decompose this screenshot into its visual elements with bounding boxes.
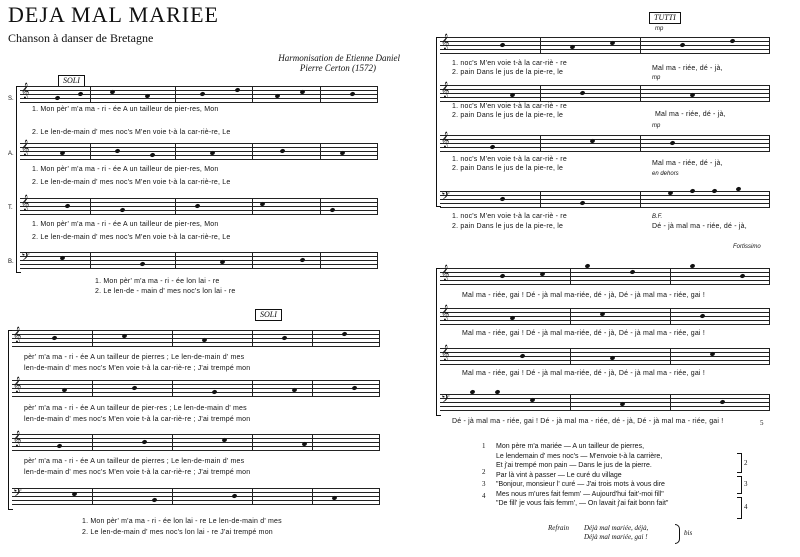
voice-label-bass: B.	[8, 259, 14, 265]
verse-line: Par là vint à passer — Le curé du village	[496, 471, 622, 479]
composer-credit: Pierre Certon (1572)	[299, 63, 376, 73]
lyric-line: pèr' m'a ma - ri - ée A un tailleur de pierres ; Le len-de-main d' mes	[24, 354, 245, 361]
lyric-line: Mal ma - riée, gai ! Dé - jà mal ma-riée, dé - jà, Dé - jà mal ma - riée, gai !	[462, 292, 705, 299]
tutti-marking: TUTTI	[649, 12, 681, 24]
verse-bracket	[737, 453, 742, 473]
treble-clef-icon: 𝄞	[13, 327, 22, 343]
bass-clef-icon: 𝄢	[441, 393, 451, 409]
lyric-line: 2. pain Dans le jus de la pie-re, le	[452, 223, 564, 230]
lyric-line: Dé - jà mal ma - riée, gai ! Dé - jà mal ma - riée, dé - jà, Dé - jà mal ma - riée, gai !	[452, 418, 724, 425]
verses-block	[496, 442, 668, 509]
verse-line: Le lendemain d' mes noc's — M'envoie t-à la carrière,	[496, 452, 663, 460]
staff-bass	[12, 488, 380, 504]
lyric-line: Mal ma - riée, dé - jà,	[652, 160, 723, 167]
lyric-line: 2. pain Dans le jus de la pie-re, le	[452, 165, 564, 172]
treble-clef-icon: 𝄞	[441, 132, 450, 148]
treble-clef-icon: 𝄞	[441, 305, 450, 321]
lyric-line: Dé - jà mal ma - riée, dé - jà,	[652, 223, 747, 230]
lyric-line: 2. pain Dans le jus de la pie-re, le	[452, 112, 564, 119]
voice-label-soprano: S.	[8, 96, 14, 102]
music-system-2	[12, 327, 380, 545]
page-subtitle: Chanson à danser de Bretagne	[8, 31, 154, 45]
verse-line: Mon père m'a mariée — A un tailleur de pierres,	[496, 443, 645, 450]
verse-number: 3	[482, 480, 486, 488]
bis-marking: bis	[684, 529, 693, 537]
staff-tenor	[12, 431, 380, 450]
verse-line: "De fill' je vous fais femm', — On lavait j'ai fait bonn fait"	[496, 500, 669, 507]
dynamic-marking: mp	[652, 75, 661, 81]
lyric-line: len-de-main d' mes noc's M'en voie t-à la car-riè-re ; J'ai trempé mon	[24, 365, 251, 372]
refrain-line: Déjà mal mariée, déjà,	[584, 524, 649, 532]
staff-alto	[440, 305, 770, 324]
lyric-line: pèr' m'a ma - ri - ée A un tailleur de pierres ; Le len-de-main d' mes	[24, 458, 245, 465]
verse-side-number: 3	[744, 480, 748, 488]
dynamic-marking: mp	[655, 26, 664, 32]
verse-bracket	[737, 476, 742, 494]
staff-tenor	[440, 132, 770, 151]
lyric-line: 2. Le len-de-main d' mes noc's M'en voie t-à la car-riè-re, Le	[32, 129, 231, 136]
verse-side-number: 2	[744, 459, 748, 467]
arranger-credit: Harmonisation de Etienne Daniel	[278, 53, 400, 63]
lyric-line: 2. Le len-de-main d' mes noc's lon lai - re J'ai trempé mon	[82, 529, 273, 536]
music-system-1	[20, 83, 378, 295]
lyric-line: 1. Mon pèr' m'a ma - ri - ée A un tailleur de pier-res, Mon	[32, 166, 219, 173]
lyric-line: 2. pain Dans le jus de la pie-re, le	[452, 69, 564, 76]
lyric-line: 2. Le len-de - main d' mes noc's lon lai - re	[95, 288, 236, 295]
refrain-line: Déjà mal mariée, gai !	[584, 533, 648, 541]
voice-label-alto: A.	[8, 151, 14, 157]
treble-clef-icon: 𝄞	[441, 265, 450, 281]
dynamic-marking: Fortissimo	[733, 244, 761, 250]
verse-bracket	[737, 497, 742, 519]
treble-clef-icon: 𝄞	[21, 195, 30, 211]
lyric-line: pèr' m'a ma - ri - ée A un tailleur de pier-res ; Le len-de-main d' mes	[24, 405, 247, 412]
lyric-line: 1. noc's M'en voie t-à la car-riè - re	[452, 60, 567, 67]
staff-soprano	[440, 265, 770, 284]
system-brace	[8, 330, 13, 510]
music-system-4	[440, 265, 770, 438]
staff-alto	[12, 377, 380, 396]
staff-tenor	[20, 195, 378, 214]
music-system-3	[440, 26, 770, 237]
verse-number: 1	[482, 442, 486, 450]
treble-clef-icon: 𝄞	[21, 140, 30, 156]
page-number: 5	[760, 419, 764, 427]
staff-alto	[20, 140, 378, 159]
lyric-line: 1. Mon pèr' m'a ma - ri - ée lon lai - re	[95, 278, 220, 285]
verse-side-number: 4	[744, 503, 748, 511]
refrain-label: Refrain	[548, 524, 569, 532]
system-brace	[16, 86, 21, 273]
lyric-line: 1. noc's M'en voie t-à la car-riè - re	[452, 156, 567, 163]
lyric-line: 1. Mon pèr' m'a ma - ri - ée A un tailleur de pier-res, Mon	[32, 106, 219, 113]
staff-soprano	[12, 327, 380, 346]
system-brace	[436, 37, 441, 207]
staff-bass	[440, 191, 770, 207]
soli-marking: SOLI	[58, 75, 85, 87]
verse-line: "Bonjour, monsieur l' curé — J'ai trois mots à vous dire	[496, 481, 665, 488]
dynamic-marking: mp	[652, 123, 661, 129]
lyric-line: len-de-main d' mes noc's M'en voie t-à la car-riè-re ; J'ai trempé mon	[24, 469, 251, 476]
lyric-line: 1. Mon pèr' m'a ma - ri - ée lon lai - re Le len-de-main d' mes	[82, 518, 282, 525]
treble-clef-icon: 𝄞	[441, 345, 450, 361]
voice-label-tenor: T.	[8, 205, 13, 211]
staff-soprano	[440, 34, 770, 53]
lyric-line: Mal ma - riée, dé - jà,	[655, 111, 726, 118]
staff-soprano	[20, 83, 378, 102]
lyric-line: 1. noc's M'en voie t-à la car-riè - re	[452, 213, 567, 220]
soli-marking: SOLI	[255, 309, 282, 321]
lyric-line: len-de-main d' mes noc's M'en voie t-à la car-riè-re ; J'ai trempé mon	[24, 416, 251, 423]
performance-marking: B.F.	[652, 214, 663, 220]
lyric-line: Mal ma - riée, gai ! Dé - jà mal ma-riée, dé - jà, Dé - jà mal ma - riée, gai !	[462, 330, 705, 337]
verse-line: Et j'ai trempé mon pain — Dans le jus de la pierre.	[496, 462, 652, 469]
treble-clef-icon: 𝄞	[13, 377, 22, 393]
verse-line: Mes nous m'ures fait femm' — Aujourd'hui fait'-moi fill"	[496, 490, 664, 498]
lyric-line: Mal ma - riée, gai ! Dé - jà mal ma-riée, dé - jà, Dé - jà mal ma - riée, gai !	[462, 370, 705, 377]
lyric-line: 1. noc's M'en voie t-à la car-riè - re	[452, 103, 567, 110]
treble-clef-icon: 𝄞	[13, 431, 22, 447]
refrain-brace	[675, 524, 680, 544]
staff-bass	[440, 394, 770, 410]
bass-clef-icon: 𝄢	[21, 251, 31, 267]
lyric-line: 1. Mon pèr' m'a ma - ri - ée A un tailleur de pier-res, Mon	[32, 221, 219, 228]
staff-tenor	[440, 345, 770, 364]
staff-bass	[20, 252, 378, 268]
performance-marking: en dehors	[652, 171, 679, 177]
lyric-line: Mal ma - riée, dé - jà,	[652, 65, 723, 72]
lyric-line: 2. Le len-de-main d' mes noc's M'en voie t-à la car-riè-re, Le	[32, 234, 231, 241]
page-title: DEJA MAL MARIEE	[8, 2, 219, 27]
lyric-line: 2. Le len-de-main d' mes noc's M'en voie t-à la car-riè-re, Le	[32, 179, 231, 186]
bass-clef-icon: 𝄢	[441, 190, 451, 206]
verse-number: 4	[482, 492, 486, 500]
treble-clef-icon: 𝄞	[21, 83, 30, 99]
treble-clef-icon: 𝄞	[441, 34, 450, 50]
bass-clef-icon: 𝄢	[13, 487, 23, 503]
treble-clef-icon: 𝄞	[441, 82, 450, 98]
staff-alto	[440, 82, 770, 101]
verse-number: 2	[482, 468, 486, 476]
